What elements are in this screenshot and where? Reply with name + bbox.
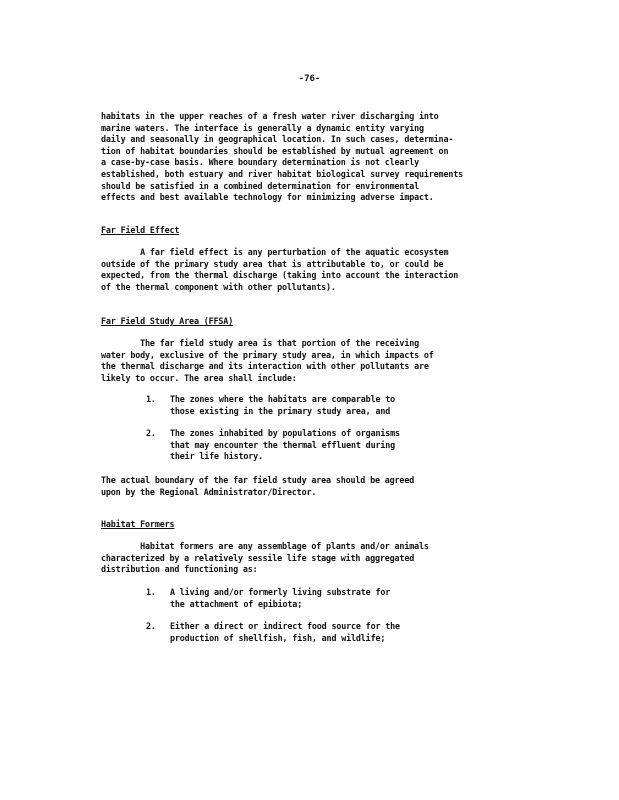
text-line: The zones where the habitats are comparable to [170,394,396,404]
list-item-number: 1. [146,394,156,404]
text-line: likely to occur. The area shall include: [101,372,297,383]
text-line: established, both estuary and river habitat biological survey requirements [101,168,464,179]
text-line: a case-by-case basis. Where boundary determination is not clearly [101,157,419,168]
text-line: tion of habitat boundaries should be established by mutual agreement on [101,145,449,156]
section-heading-far-field-effect: Far Field Effect [101,225,180,235]
text-line: the thermal discharge and its interaction with other pollutants are [101,361,429,372]
text-line: expected, from the thermal discharge (taking into account the interaction [101,270,459,281]
text-line: daily and seasonally in geographical location. In such cases, determina- [101,134,454,145]
text-line: distribution and functioning as: [101,564,258,575]
far-field-study-area-paragraph [101,338,541,384]
far-field-study-area-closing [101,475,541,498]
text-line: should be satisfied in a combined determination for environmental [101,180,419,191]
text-line: Either a direct or indirect food source for the [170,621,400,631]
text-line: of the thermal component with other pollutants). [101,281,336,292]
text-line: that may encounter the thermal effluent during [170,439,396,450]
list-item-text [170,587,390,610]
text-line: A living and/or formerly living substrate for [170,587,391,597]
text-line: the attachment of epibiota; [170,598,303,609]
text-line: marine waters. The interface is generally a dynamic entity varying [101,122,424,133]
text-line: outside of the primary study area that is attributable to, or could be [101,258,444,269]
section-heading-habitat-formers: Habitat Formers [101,519,175,529]
intro-paragraph [101,111,541,204]
list-item-number: 2. [146,428,156,438]
far-field-effect-paragraph [101,247,541,293]
list-item-number: 2. [146,621,156,631]
page-number: -76- [298,74,321,84]
text-line: their life history. [170,451,263,462]
text-line: A far field effect is any perturbation of the aquatic ecosystem [101,247,449,257]
text-line: The far field study area is that portion of the receiving [101,338,419,348]
section-heading-far-field-study-area: Far Field Study Area (FFSA) [101,316,234,326]
text-line: upon by the Regional Administrator/Director. [101,486,317,497]
list-item-number: 1. [146,587,156,597]
text-line: characterized by a relatively sessile life stage with aggregated [101,552,415,563]
list-item-text [170,621,400,644]
text-line: The zones inhabited by populations of organisms [170,428,400,438]
list-item-text [170,394,395,417]
text-line: habitats in the upper reaches of a fresh water river discharging into [101,111,439,121]
list-item-text [170,428,400,463]
text-line: The actual boundary of the far field study area should be agreed [101,475,415,485]
text-line: those existing in the primary study area, and [170,405,391,416]
text-line: Habitat formers are any assemblage of plants and/or animals [101,541,429,551]
text-line: production of shellfish, fish, and wildlife; [170,632,386,643]
text-line: water body, exclusive of the primary study area, in which impacts of [101,349,434,360]
text-line: effects and best available technology for minimizing adverse impact. [101,192,434,203]
habitat-formers-paragraph [101,541,541,576]
